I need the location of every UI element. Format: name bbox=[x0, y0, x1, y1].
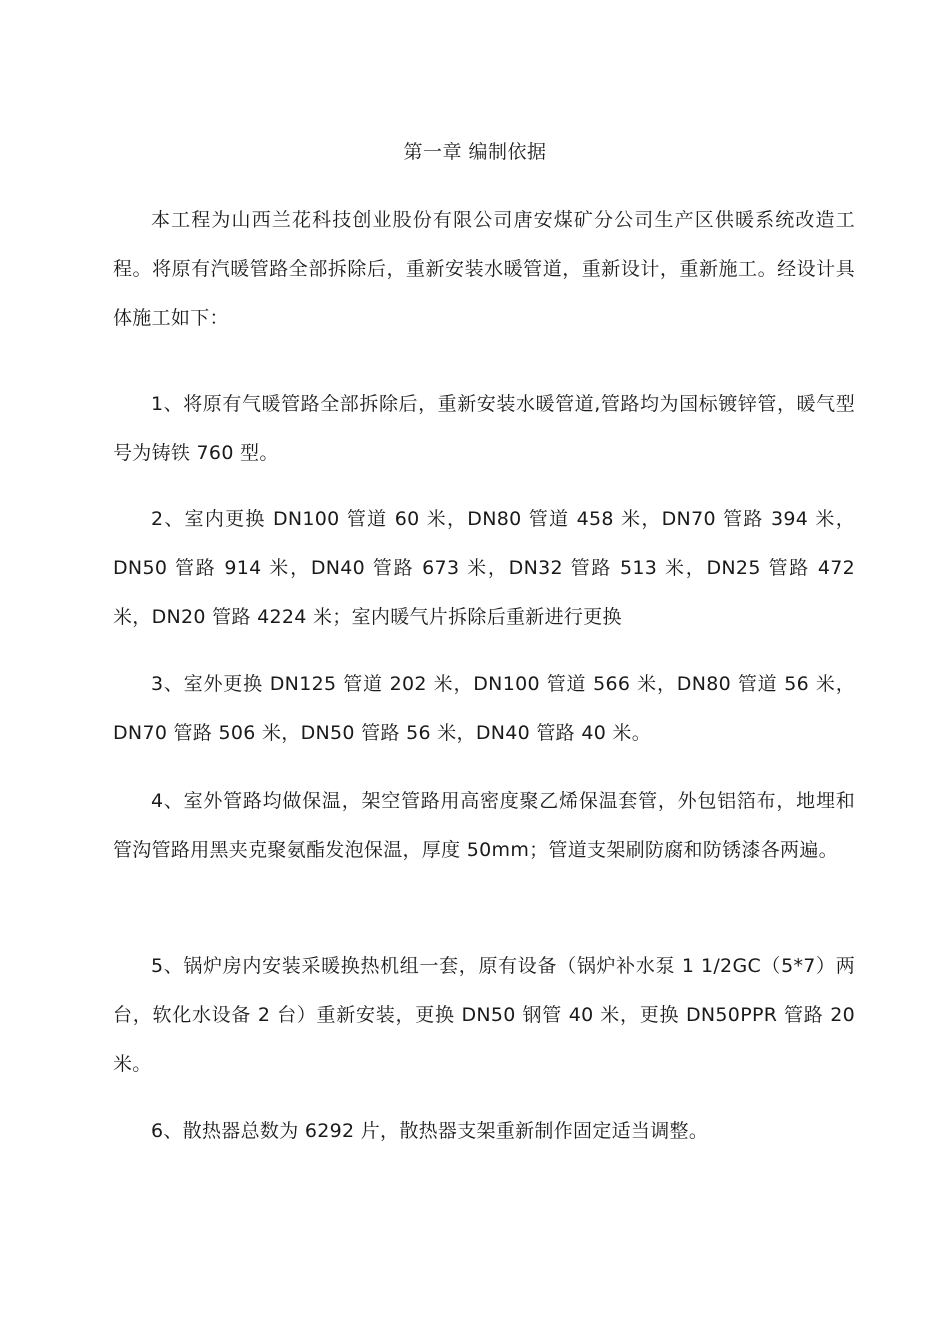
list-item: 6、散热器总数为 6292 片，散热器支架重新制作固定适当调整。 bbox=[151, 1120, 709, 1142]
chapter-title: 第一章 编制依据 bbox=[403, 141, 547, 163]
list-item: 5、锅炉房内安装采暖换热机组一套，原有设备（锅炉补水泵 1 1/2GC（5*7）两台，软化水设备 2 台）重新安装，更换 DN50 钢管 40 米，更换 DN50PPR 管路 20 米。 bbox=[113, 955, 855, 1075]
list-item: 2、室内更换 DN100 管道 60 米，DN80 管道 458 米，DN70 管路 394 米，DN50 管路 914 米，DN40 管路 673 米，DN32 管路 513 米，DN25 管路 472 米，DN20 管路 4224 米；室内暖气片拆除后重新进行更换 bbox=[113, 508, 855, 628]
intro-paragraph: 本工程为山西兰花科技创业股份有限公司唐安煤矿分公司生产区供暖系统改造工程。将原有汽暖管路全部拆除后，重新安装水暖管道，重新设计，重新施工。经设计具体施工如下： bbox=[113, 209, 855, 329]
list-item: 1、将原有气暖管路全部拆除后，重新安装水暖管道,管路均为国标镀锌管，暖气型号为铸铁 760 型。 bbox=[113, 393, 855, 464]
list-item: 4、室外管路均做保温，架空管路用高密度聚乙烯保温套管，外包铝箔布，地埋和管沟管路用黑夹克聚氨酯发泡保温，厚度 50mm；管道支架刷防腐和防锈漆各两遍。 bbox=[113, 790, 855, 861]
list-item: 3、室外更换 DN125 管道 202 米，DN100 管道 566 米，DN80 管道 56 米，DN70 管路 506 米，DN50 管路 56 米，DN40 管路 40 米。 bbox=[113, 673, 855, 744]
